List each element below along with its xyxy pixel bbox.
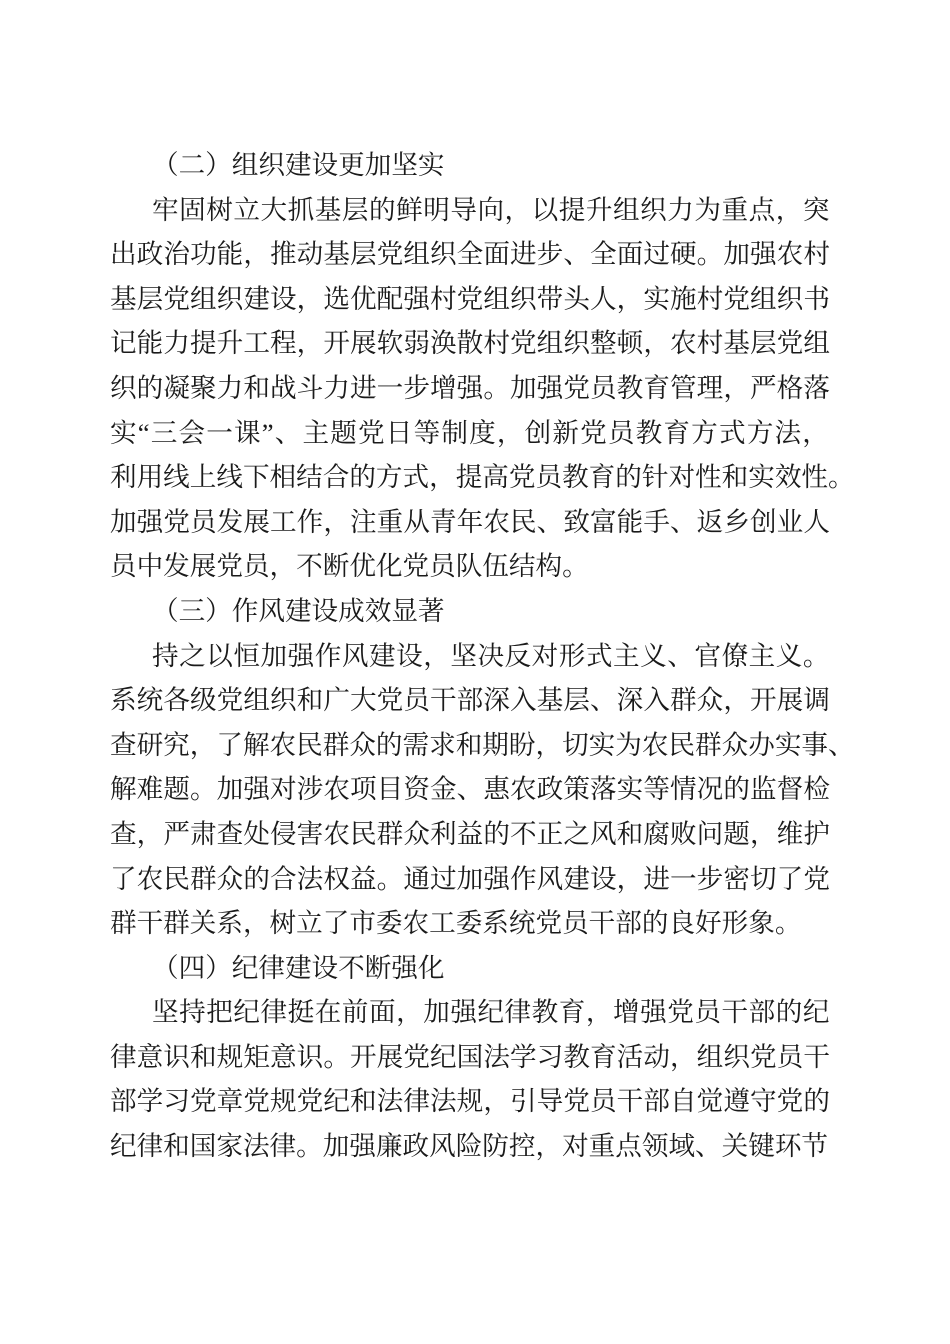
document-content <box>110 143 855 1169</box>
paragraph-line <box>110 723 855 768</box>
line-text: 了农民群众的合法权益。通过加强作风建设，进一步密切了党 <box>110 863 830 894</box>
line-text: 系统各级党组织和广大党员干部深入基层、深入群众，开展调 <box>110 685 830 716</box>
line-text: 律意识和规矩意识。开展党纪国法学习教育活动，组织党员干 <box>110 1041 830 1072</box>
paragraph-line <box>110 1124 830 1169</box>
line-text: 员中发展党员，不断优化党员队伍结构。 <box>110 551 589 582</box>
line-text: 记能力提升工程，开展软弱涣散村党组织整顿，农村基层党组 <box>110 328 830 359</box>
paragraph-line <box>110 277 830 322</box>
line-text: 加强党员发展工作，注重从青年农民、致富能手、返乡创业人 <box>110 506 830 537</box>
line-text: 坚持把纪律挺在前面，加强纪律教育，增强党员干部的纪 <box>152 997 830 1028</box>
paragraph-line <box>110 544 830 589</box>
section-heading: （三）作风建设成效显著 <box>152 595 445 626</box>
paragraph-line <box>110 188 830 233</box>
line-text: 部学习党章党规党纪和法律法规，引导党员干部自觉遵守党的 <box>110 1086 830 1117</box>
paragraph-line <box>110 767 830 812</box>
paragraph-line <box>110 455 855 500</box>
line-text: 查，严肃查处侵害农民群众利益的不正之风和腐败问题，维护 <box>110 818 830 849</box>
paragraph-line <box>110 366 830 411</box>
paragraph-line <box>110 678 830 723</box>
line-text: 利用线上线下相结合的方式，提高党员教育的针对性和实效性。 <box>110 462 855 493</box>
line-text: 查研究，了解农民群众的需求和期盼，切实为农民群众办实事、 <box>110 729 855 760</box>
paragraph-line <box>110 411 830 456</box>
section-heading: （二）组织建设更加坚实 <box>152 150 445 180</box>
paragraph-line <box>110 500 830 545</box>
paragraph-line <box>110 812 830 857</box>
paragraph-line <box>110 634 830 679</box>
paragraph-line <box>110 1035 830 1080</box>
line-text: 牢固树立大抓基层的鲜明导向，以提升组织力为重点，突 <box>152 194 830 225</box>
paragraph-line <box>110 901 830 946</box>
paragraph-line <box>110 321 830 366</box>
line-text: 持之以恒加强作风建设，坚决反对形式主义、官僚主义。 <box>152 640 830 671</box>
paragraph-line <box>110 1079 830 1124</box>
paragraph-line <box>110 232 830 277</box>
paragraph-line <box>110 990 830 1035</box>
line-text: 实“三会一课”、主题党日等制度，创新党员教育方式方法， <box>110 417 830 448</box>
line-text: 出政治功能，推动基层党组织全面进步、全面过硬。加强农村 <box>110 239 830 270</box>
line-text: 纪律和国家法律。加强廉政风险防控，对重点领域、关键环节 <box>110 1131 829 1162</box>
line-text: 织的凝聚力和战斗力进一步增强。加强党员教育管理，严格落 <box>110 372 830 403</box>
line-text: 群干群关系，树立了市委农工委系统党员干部的良好形象。 <box>110 908 802 939</box>
paragraph-line <box>110 857 830 902</box>
line-text: 基层党组织建设，选优配强村党组织带头人，实施村党组织书 <box>110 283 830 314</box>
line-text: 解难题。加强对涉农项目资金、惠农政策落实等情况的监督检 <box>110 774 830 805</box>
section-heading: （四）纪律建设不断强化 <box>152 952 445 983</box>
